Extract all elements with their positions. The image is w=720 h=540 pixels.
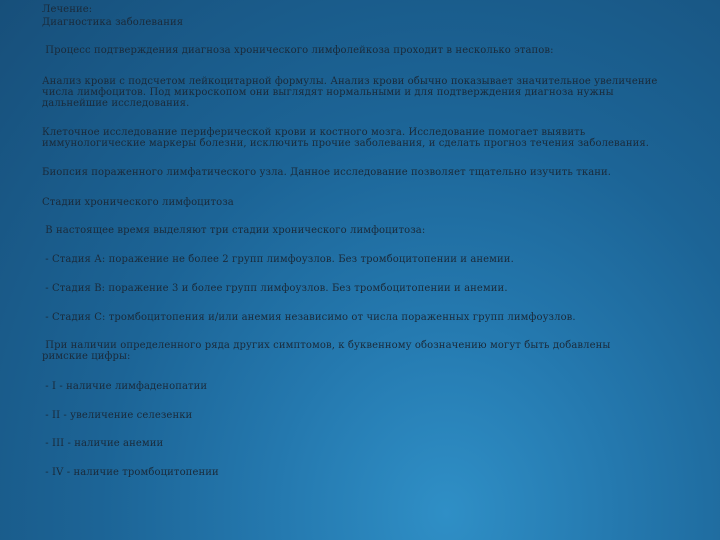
- roman-item-1: - I - наличие лимфаденопатии: [42, 381, 208, 392]
- slide-heading-line2: Диагностика заболевания: [42, 17, 184, 28]
- paragraph-intro: Процесс подтверждения диагноза хронического лимфолейкоза проходит в несколько этапов:: [42, 45, 554, 56]
- slide-heading-line1: Лечение:: [42, 4, 93, 15]
- stages-title: Стадии хронического лимфоцитоза: [42, 197, 234, 208]
- stage-c-item: - Стадия С: тромбоцитопения и/или анемия независимо от числа пораженных групп лимфоузлов.: [42, 312, 576, 323]
- stage-a-item: - Стадия А: поражение не более 2 групп лимфоузлов. Без тромбоцитопении и анемии.: [42, 254, 514, 265]
- roman-intro: При наличии определенного ряда других симптомов, к буквенному обозначению могут быть добавлены римские цифры:: [42, 340, 614, 362]
- roman-item-3: - III - наличие анемии: [42, 438, 164, 449]
- roman-item-4: - IV - наличие тромбоцитопении: [42, 467, 219, 478]
- stages-intro: В настоящее время выделяют три стадии хронического лимфоцитоза:: [42, 225, 426, 236]
- paragraph-cell-study: Клеточное исследование периферической крови и костного мозга. Исследование помогает выявить иммунологические маркеры болезни, исключить прочие заболевания, и сделать прогноз течения заболевания.: [42, 127, 650, 149]
- roman-item-2: - II - увеличение селезенки: [42, 410, 193, 421]
- stage-b-item: - Стадия В: поражение 3 и более групп лимфоузлов. Без тромбоцитопении и анемии.: [42, 283, 508, 294]
- paragraph-biopsy: Биопсия пораженного лимфатического узла. Данное исследование позволяет тщательно изучить ткани.: [42, 167, 612, 178]
- paragraph-blood-test: Анализ крови с подсчетом лейкоцитарной формулы. Анализ крови обычно показывает значительное увеличение числа лимфоцитов. Под микроскопом они выглядят нормальными и для подтверждения диагноза нужны дальнейшие исследования.: [42, 76, 661, 109]
